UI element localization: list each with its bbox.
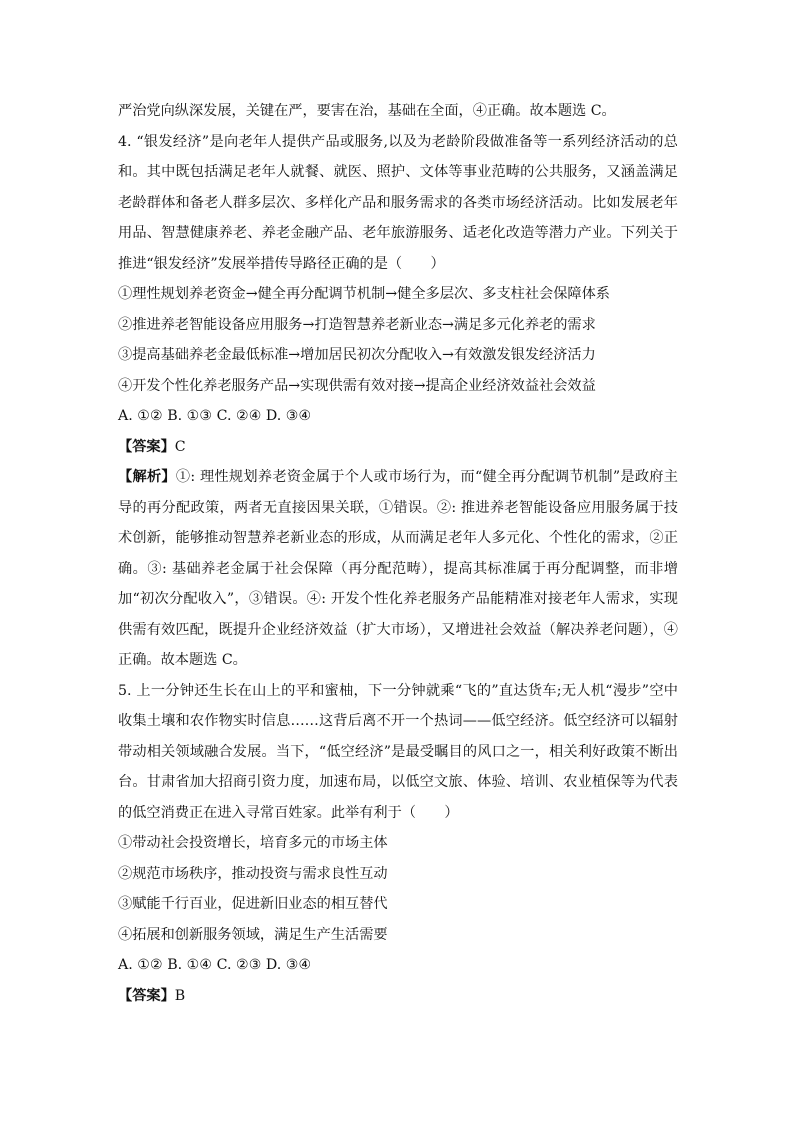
answer-value: B xyxy=(174,987,186,1004)
question-4-option-4: ④开发个性化养老服务产品→实现供需有效对接→提高企业经济效益社会效益 xyxy=(118,377,596,394)
intro-paragraph: 严治党向纵深发展，关键在严，要害在治，基础在全面，④正确。故本题选 C。 xyxy=(118,103,616,119)
question-4-choices: A. ①② B. ①③ C. ②④ D. ③④ xyxy=(118,408,312,424)
question-4-option-2: ②推进养老智能设备应用服务→打造智慧养老新业态→满足多元化养老的需求 xyxy=(118,316,596,333)
question-4-option-3: ③提高基础养老金最低标准→增加居民初次分配收入→有效激发银发经济活力 xyxy=(118,347,596,363)
question-4-analysis xyxy=(118,462,678,676)
analysis-text: ①: 理性规划养老资金属于个人或市场行为，而“健全再分配调节机制”是政府主导的再分配政策，两者无直接因果关联，①错误。②: 推进养老智能设备应用服务属于技术创新，能够推动智慧养老新业态的形成，从而满足老年人多元化、个性化的需求，②正确。③: 基础养老金属于社会保障（再分配范畴），提高其标准属于再分配调整，而非增加“初次分配收入”，③错误。④: 开发个性化养老服务产品能精准对接老年人需求，实现供需有效匹配，既提升企业经济效益（扩大市场），又增进社会效益（解决养老问题），④正确。故本题选 C。 xyxy=(118,469,678,668)
question-5-option-1: ①带动社会投资增长，培育多元的市场主体 xyxy=(118,835,388,851)
question-5 xyxy=(118,676,678,1012)
answer-label: 【答案】 xyxy=(118,438,175,455)
answer-label: 【答案】 xyxy=(118,987,175,1004)
question-5-choices: A. ①② B. ①④ C. ②③ D. ③④ xyxy=(118,957,312,973)
question-4-answer xyxy=(118,432,678,463)
answer-value: C xyxy=(174,438,186,455)
question-5-stem: 5. 上一分钟还生长在山上的平和蜜柚，下一分钟就乘“飞的”直达货车;无人机“漫步”空中收集土壤和农作物实时信息……这背后离不开一个热词——低空经济。低空经济可以辐射带动相关领域融合发展。当下，“低空经济”是最受瞩目的风口之一，相关利好政策不断出台。甘肃省加大招商引资力度，加速布局，以低空文旅、体验、培训、农业植保等为代表的低空消费正在进入寻常百姓家。此举有利于（ ） xyxy=(118,682,678,821)
document-page xyxy=(118,96,678,1011)
question-5-answer xyxy=(118,981,678,1012)
question-5-option-2: ②规范市场秩序，推动投资与需求良性互动 xyxy=(118,865,388,882)
analysis-label: 【解析】 xyxy=(118,469,176,485)
question-4 xyxy=(118,127,678,676)
question-4-option-1: ①理性规划养老资金→健全再分配调节机制→健全多层次、多支柱社会保障体系 xyxy=(118,286,610,302)
question-4-stem: 4. “银发经济”是向老年人提供产品或服务,以及为老龄阶段做准备等一系列经济活动的总和。其中既包括满足老年人就餐、就医、照护、文体等事业范畴的公共服务，又涵盖满足老龄群体和备老人群多层次、多样化产品和服务需求的各类市场经济活动。比如发展老年用品、智慧健康养老、养老金融产品、老年旅游服务、适老化改造等潜力产业。下列关于推进“银发经济”发展举措传导路径正确的是（ ） xyxy=(118,133,678,272)
question-5-option-4: ④拓展和创新服务领域，满足生产生活需要 xyxy=(118,926,388,943)
question-5-option-3: ③赋能千行百业，促进新旧业态的相互替代 xyxy=(118,896,388,912)
